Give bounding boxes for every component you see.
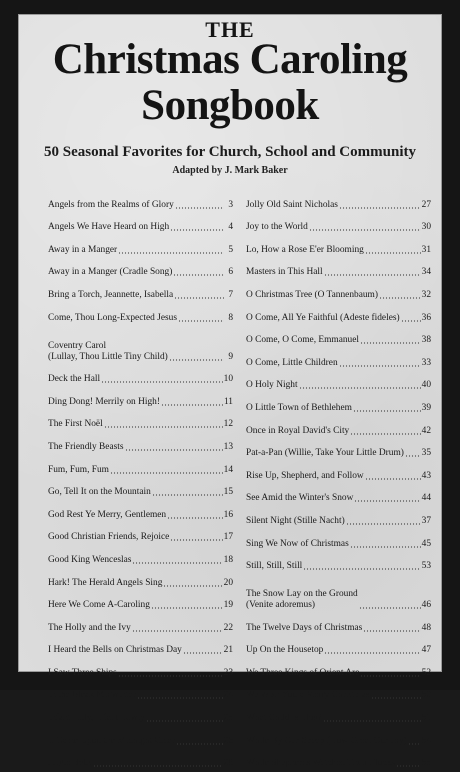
contents-entry [48, 214, 233, 237]
song-title: What Child Is This? [246, 713, 322, 724]
song-title: Masters in This Hall [246, 267, 323, 278]
page-number: 54 [421, 735, 431, 746]
contents-entry [48, 456, 233, 479]
contents-entry [246, 507, 431, 530]
dot-leader [101, 381, 223, 383]
dot-leader [309, 229, 421, 231]
contents-entry [48, 750, 233, 772]
dot-leader [350, 433, 420, 435]
page-number: 10 [223, 374, 233, 385]
contents-entry [246, 682, 431, 705]
song-title: O Come, All Ye Faithful (Adeste fideles) [246, 312, 400, 323]
dot-leader [104, 426, 223, 428]
dot-leader [299, 387, 421, 389]
song-title: In the Bleak Midwinter [48, 690, 136, 701]
dot-leader [396, 765, 421, 767]
contents-entry [246, 349, 431, 372]
song-title: God Rest Ye Merry, Gentlemen [48, 509, 167, 520]
contents-entry [246, 304, 431, 327]
song-title: O Christmas Tree (O Tannenbaum) [246, 289, 378, 300]
contents-entry [48, 327, 233, 366]
page-number: 39 [421, 402, 431, 413]
contents-entry [246, 614, 431, 637]
page-number: 6 [228, 267, 233, 278]
page-number: 35 [421, 448, 431, 459]
page-number: 12 [223, 419, 233, 430]
dot-leader [379, 297, 421, 299]
page-number: 31 [421, 244, 431, 255]
title-the: THE [205, 17, 255, 42]
song-title: Silent Night (Stille Nacht) [246, 515, 345, 526]
contents-entry [246, 327, 431, 350]
page-number: 23 [223, 667, 233, 678]
page-number: 32 [421, 289, 431, 300]
page-number: 16 [223, 509, 233, 520]
contents-entry [246, 281, 431, 304]
dot-leader [324, 652, 420, 654]
dot-leader [353, 410, 421, 412]
page-number: 55 [421, 758, 431, 769]
dot-leader [170, 539, 222, 541]
page-number: 50 [421, 690, 431, 701]
dot-leader [365, 478, 421, 480]
page-number: 48 [421, 622, 431, 633]
page-number: 17 [223, 532, 233, 543]
page-number: 4 [228, 222, 233, 233]
dot-leader [323, 720, 421, 722]
page-number: 43 [421, 470, 431, 481]
dot-leader [137, 697, 223, 699]
contents-entry [48, 682, 233, 705]
dot-leader [324, 274, 421, 276]
dot-leader [359, 607, 421, 609]
song-title: O Holy Night [246, 380, 298, 391]
page-number: 8 [228, 312, 233, 323]
page-number: 14 [223, 464, 233, 475]
song-title: Ding Dong! Merrily on High! [48, 396, 160, 407]
song-title: Up On the Housetop [246, 645, 324, 656]
song-title: Go, Tell It on the Mountain [48, 487, 151, 498]
page-number: 27 [421, 199, 431, 210]
dot-leader [151, 607, 223, 609]
page-number: 42 [421, 425, 431, 436]
page-number: 21 [223, 645, 233, 656]
song-title: Once in Royal David's City [246, 425, 350, 436]
page-number: 25 [223, 713, 233, 724]
dot-leader [176, 743, 223, 745]
song-title: Here We Come A-Caroling [48, 600, 150, 611]
song-title: Sing We Now of Christmas [246, 538, 349, 549]
contents-entry [246, 259, 431, 282]
dot-leader [173, 274, 224, 276]
song-title: The Friendly Beasts [48, 441, 124, 452]
contents-entry [48, 479, 233, 502]
page-number: 30 [421, 222, 431, 233]
contents-entry [246, 417, 431, 440]
song-title: Rise Up, Shepherd, and Follow [246, 470, 364, 481]
contents-entry [48, 569, 233, 592]
song-title: Fum, Fum, Fum [48, 464, 109, 475]
page-number: 19 [223, 600, 233, 611]
dot-leader [110, 472, 223, 474]
dot-leader [363, 630, 420, 632]
dot-leader [360, 342, 421, 344]
dot-leader [118, 675, 223, 677]
song-title: Deck the Hall [48, 374, 101, 385]
contents-entry [246, 750, 431, 772]
page-number: 28 [223, 758, 233, 769]
subtitle: 50 Seasonal Favorites for Church, School and Community [44, 144, 416, 160]
song-title: Pat-a-Pan (Willie, Take Your Little Drum) [246, 448, 404, 459]
dot-leader [408, 743, 421, 745]
page-number: 46 [421, 600, 431, 611]
adapted-by: Adapted by J. Mark Baker [172, 165, 288, 176]
song-title: Angels We Have Heard on High [48, 222, 170, 233]
contents-left-column [48, 191, 233, 772]
title-block [18, 14, 442, 144]
song-title: While By Our Sheep (How Great Our Joy) [246, 735, 407, 746]
page-number: 37 [421, 515, 431, 526]
contents-entry [48, 281, 233, 304]
dot-leader [161, 404, 223, 406]
page-number: 11 [223, 396, 233, 407]
song-title: Jingle Bells [48, 758, 93, 769]
song-title: O Little Town of Bethlehem [246, 402, 352, 413]
contents-entry [48, 501, 233, 524]
page-number: 18 [223, 554, 233, 565]
dot-leader [169, 359, 224, 361]
page-number: 36 [421, 312, 431, 323]
song-title: Hark! The Herald Angels Sing [48, 577, 163, 588]
dot-leader [401, 320, 421, 322]
contents-entry [48, 304, 233, 327]
dot-leader [371, 697, 421, 699]
page-number: 13 [223, 441, 233, 452]
contents-entry [246, 372, 431, 395]
song-title: Good Christian Friends, Rejoice [48, 532, 170, 543]
contents-entry [246, 440, 431, 463]
dot-leader [360, 675, 420, 677]
page-number: 34 [421, 267, 431, 278]
contents-entry [246, 530, 431, 553]
contents-entry [246, 727, 431, 750]
song-title: Lo, How a Rose E'er Blooming [246, 244, 364, 255]
song-title: Away in a Manger (Cradle Song) [48, 267, 173, 278]
dot-leader [339, 365, 421, 367]
dot-leader [178, 320, 224, 322]
dot-leader [339, 207, 421, 209]
contents-entry [246, 485, 431, 508]
contents-entry [48, 433, 233, 456]
page-number: 26 [223, 735, 233, 746]
title-line-2: Songbook [141, 82, 319, 129]
contents-right-column [246, 191, 431, 772]
song-title: Infant Holy, Infant Lowly [48, 713, 145, 724]
song-title: The First Noël [48, 419, 103, 430]
song-title: I Saw Three Ships [48, 667, 117, 678]
page-number: 47 [421, 645, 431, 656]
dot-leader [93, 765, 223, 767]
page-number: 24 [223, 690, 233, 701]
dot-leader [170, 229, 224, 231]
song-title: While Shepherds Watched Their Flocks [246, 758, 395, 769]
page-number: 3 [228, 199, 233, 210]
song-title: Bring a Torch, Jeannette, Isabella [48, 289, 174, 300]
contents-entry [48, 637, 233, 660]
song-title: We Three Kings of Orient Are [246, 667, 360, 678]
song-title: Joy to the World [246, 222, 308, 233]
song-title: Angels from the Realms of Glory [48, 199, 174, 210]
song-title: O Come, O Come, Emmanuel [246, 335, 360, 346]
dot-leader [152, 494, 223, 496]
contents-entry [48, 592, 233, 615]
song-title: Still, Still, Still [246, 561, 303, 572]
dot-leader [118, 252, 224, 254]
dot-leader [125, 449, 223, 451]
dot-leader [365, 252, 421, 254]
page-number: 40 [421, 380, 431, 391]
song-title: The Holly and the Ivy [48, 622, 131, 633]
contents-entry [48, 366, 233, 389]
contents-entry [246, 191, 431, 214]
page-number: 44 [421, 493, 431, 504]
page-number: 20 [223, 577, 233, 588]
dot-leader [132, 630, 223, 632]
contents-entry [246, 637, 431, 660]
song-title: See Amid the Winter's Snow [246, 493, 354, 504]
contents-entry [246, 236, 431, 259]
contents-entry [48, 236, 233, 259]
song-title: It Came Upon the Midnight Clear [48, 735, 175, 746]
page-number: 45 [421, 538, 431, 549]
page-number: 7 [228, 289, 233, 300]
dot-leader [405, 455, 421, 457]
dot-leader [146, 720, 223, 722]
song-title: Good King Wenceslas [48, 554, 132, 565]
page-number: 53 [421, 561, 431, 572]
title-line-1: Christmas Caroling [52, 36, 408, 83]
contents-entry [246, 214, 431, 237]
dot-leader [346, 523, 421, 525]
contents-entry [48, 259, 233, 282]
contents-entry [48, 727, 233, 750]
song-title: Come, Thou Long-Expected Jesus [48, 312, 177, 323]
contents-entry [48, 614, 233, 637]
contents-entry [48, 191, 233, 214]
page-number: 22 [223, 622, 233, 633]
dot-leader [132, 562, 222, 564]
song-title: Jolly Old Saint Nicholas [246, 199, 338, 210]
dot-leader [163, 585, 222, 587]
contents-entry [246, 462, 431, 485]
contents-entry [48, 524, 233, 547]
contents-entry [48, 704, 233, 727]
page-number: 9 [228, 351, 233, 362]
contents-entry [246, 394, 431, 417]
song-title: Coventry Carol (Lullay, Thou Little Tiny Child) [48, 340, 168, 362]
song-title: I Heard the Bells on Christmas Day [48, 645, 182, 656]
songbook-cover [18, 14, 442, 769]
dot-leader [167, 517, 223, 519]
page-number: 38 [421, 335, 431, 346]
contents-entry [246, 553, 431, 576]
contents-entry [48, 659, 233, 682]
page-number: 15 [223, 487, 233, 498]
song-title: The Twelve Days of Christmas [246, 622, 363, 633]
song-title: O Come, Little Children [246, 357, 338, 368]
contents-entry [48, 411, 233, 434]
dot-leader [303, 568, 420, 570]
contents-entry [246, 659, 431, 682]
song-title: Away in a Manger [48, 244, 118, 255]
page-number: 5 [228, 244, 233, 255]
page-number: 52 [421, 667, 431, 678]
dot-leader [354, 500, 420, 502]
page-number: 33 [421, 357, 431, 368]
contents-entry [246, 704, 431, 727]
dot-leader [350, 546, 421, 548]
song-title: The Snow Lay on the Ground (Venite adoremus) [246, 589, 358, 611]
page-number: 51 [421, 713, 431, 724]
contents-entry [48, 388, 233, 411]
dot-leader [175, 207, 224, 209]
song-title: We Wish You a Merry Christmas [246, 690, 370, 701]
dot-leader [183, 652, 223, 654]
contents-entry [48, 546, 233, 569]
dot-leader [174, 297, 224, 299]
contents-entry [246, 575, 431, 614]
